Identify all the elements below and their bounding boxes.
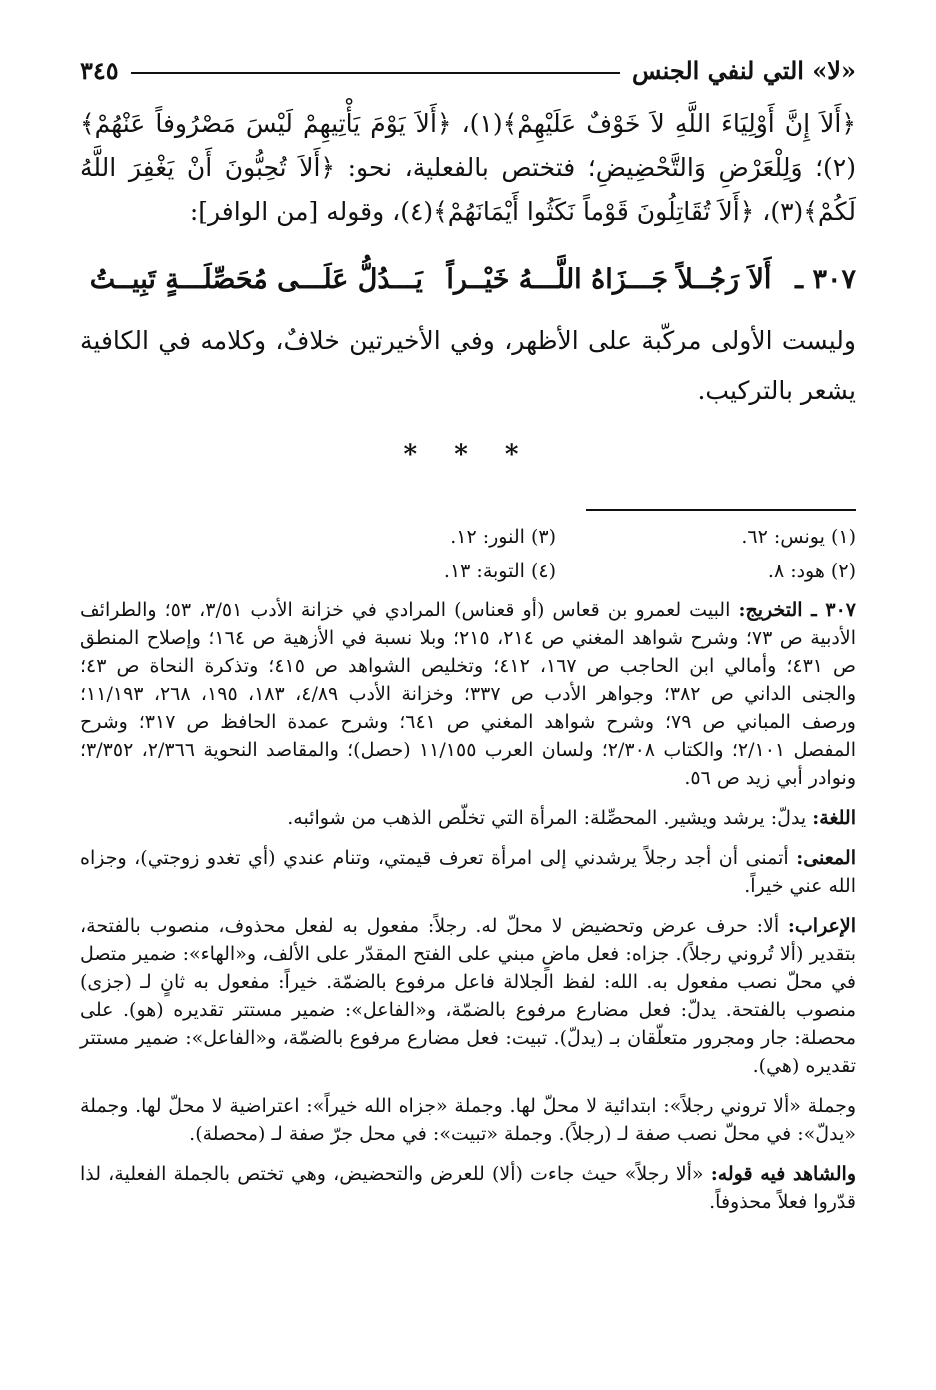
chapter-title: «لا» التي لنفي الجنس xyxy=(632,55,856,85)
shahid-section xyxy=(80,1160,856,1216)
section-separator: * * * xyxy=(403,440,533,470)
header-rule xyxy=(131,72,620,74)
shahid-label: والشاهد فيه قوله: xyxy=(710,1163,856,1185)
footnotes xyxy=(80,522,856,586)
page-number: ٣٤٥ xyxy=(80,55,119,85)
footnote-3: (٣) النور: ١٢. xyxy=(450,526,556,548)
takhrij-label: ٣٠٧ ـ التخريج: xyxy=(738,599,857,621)
irab-section xyxy=(80,912,856,1080)
jumla-section: وجملة «ألا تروني رجلاً»: ابتدائية لا محلّ لها. وجملة «جزاه الله خيراً»: اعتراضية لا محلّ لها. وجملة «يدلّ»: في محلّ نصب صفة لـ (رجلاً). وجملة «تبيت»: في محل جرّ صفة لـ (محصلة). xyxy=(80,1095,856,1145)
main-text-continued xyxy=(80,316,856,416)
shahid-text: «ألا رجلاً» حيث جاءت (ألا) للعرض والتحضيض، وهي تختص بالجملة الفعلية، لذا قدّروا فعلاً محذوفاً. xyxy=(80,1163,856,1213)
poetry-verse xyxy=(80,254,856,304)
verse-number: ٣٠٧ ـ xyxy=(795,263,856,295)
mana-section xyxy=(80,844,856,900)
takhrij-section xyxy=(80,596,856,792)
mana-text: أتمنى أن أجد رجلاً يرشدني إلى امرأة تعرف قيمتي، وتنام عندي (أي تغدو زوجتي)، وجزاه الله عني خيراً. xyxy=(80,847,856,897)
verse-commentary xyxy=(80,596,856,1228)
verse-second-half: يَـــدُلُّ عَلَـــى مُحَصِّلَـــةٍ تَبِيــتُ xyxy=(89,263,423,295)
lugha-section xyxy=(80,804,856,832)
running-header xyxy=(80,52,856,88)
footnote-2: (٢) هود: ٨. xyxy=(767,560,856,582)
irab-text: ألا: حرف عرض وتحضيض لا محلّ له. رجلاً: مفعول به لفعل محذوف، منصوب بالفتحة، بتقدير (ألا تُروني رجلاً). جزاه: فعل ماضٍ مبني على الفتح المقدّر على الألف، و«الهاء»: ضمير متصل في محلّ نصب مفعول به. الله: لفظ الجلالة فاعل مرفوع بالضمّة. خيراً: مفعول به ثانٍ لـ (جزى) منصوب بالفتحة. يدلّ: فعل مضارع مرفوع بالضمّة، و«الفاعل»: ضمير مستتر تقديره (هو). على محصلة: جار ومجرور متعلّقان بـ (يدلّ). تبيت: فعل مضارع مرفوع بالضمّة، و«الفاعل»: ضمير مستتر تقديره (هي). xyxy=(80,915,856,1077)
main-paragraph-1: ﴿أَلاَ إِنَّ أَوْلِيَاءَ اللَّهِ لاَ خَوْفٌ عَلَيْهِمْ﴾(١)، ﴿أَلاَ يَوْمَ يَأْتِيهِمْ لَيْسَ مَصْرُوفاً عَنْهُمْ﴾(٢)؛ وَلِلْعَرْضِ وَالتَّحْضِيضِ؛ فتختص بالفعلية، نحو: ﴿أَلاَ تُحِبُّونَ أَنْ يَغْفِرَ اللَّهُ لَكُمْ﴾(٣)، ﴿أَلاَ تُقَاتِلُونَ قَوْماً نَكَثُوا أَيْمَانَهُمْ﴾(٤)، وقوله [من الوافر]: xyxy=(80,109,856,226)
footnote-1: (١) يونس: ٦٢. xyxy=(741,526,856,548)
lugha-label: اللغة: xyxy=(812,807,856,829)
main-text xyxy=(80,102,856,234)
lugha-text: يدلّ: يرشد ويشير. المحصِّلة: المرأة التي تخلّص الذهب من شوائبه. xyxy=(287,807,807,829)
irab-label: الإعراب: xyxy=(787,915,857,937)
footnote-rule xyxy=(586,509,856,511)
verse-first-half: أَلاَ رَجُــلاً جَـــزَاهُ اللَّـــهُ خَيْــراً xyxy=(446,263,772,295)
main-paragraph-2: وليست الأولى مركّبة على الأظهر، وفي الأخيرتين خلافٌ، وكلامه في الكافية يشعر بالتركيب. xyxy=(80,326,856,405)
takhrij-text: البيت لعمرو بن قعاس (أو قعناس) المرادي في خزانة الأدب ٣/٥١، ٥٣؛ والطرائف الأدبية ص ٧٣؛ وشرح شواهد المغني ص ٢١٤، ٢١٥؛ وبلا نسبة في الأزهية ص ١٦٤؛ وإصلاح المنطق ص ٤٣١؛ وأمالي ابن الحاجب ص ١٦٧، ٤١٢؛ وتخليص الشواهد ص ٤١٥؛ وتذكرة النحاة ص ٤٣؛ والجنى الداني ص ٣٨٢؛ وجواهر الأدب ص ٣٣٧؛ وخزانة الأدب ٤/٨٩، ١٨٣، ١٩٥، ٢٦٨، ١١/١٩٣؛ ورصف المباني ص ٧٩؛ وشرح شواهد المغني ص ٦٤١؛ وشرح عمدة الحافظ ص ٣١٧؛ وشرح المفصل ٢/١٠١؛ والكتاب ٢/٣٠٨؛ ولسان العرب ١١/١٥٥ (حصل)؛ والمقاصد النحوية ٢/٣٦٦، ٣/٣٥٢؛ ونوادر أبي زيد ص ٥٦. xyxy=(80,599,857,789)
mana-label: المعنى: xyxy=(796,847,856,869)
footnote-4: (٤) التوبة: ١٣. xyxy=(443,560,556,582)
